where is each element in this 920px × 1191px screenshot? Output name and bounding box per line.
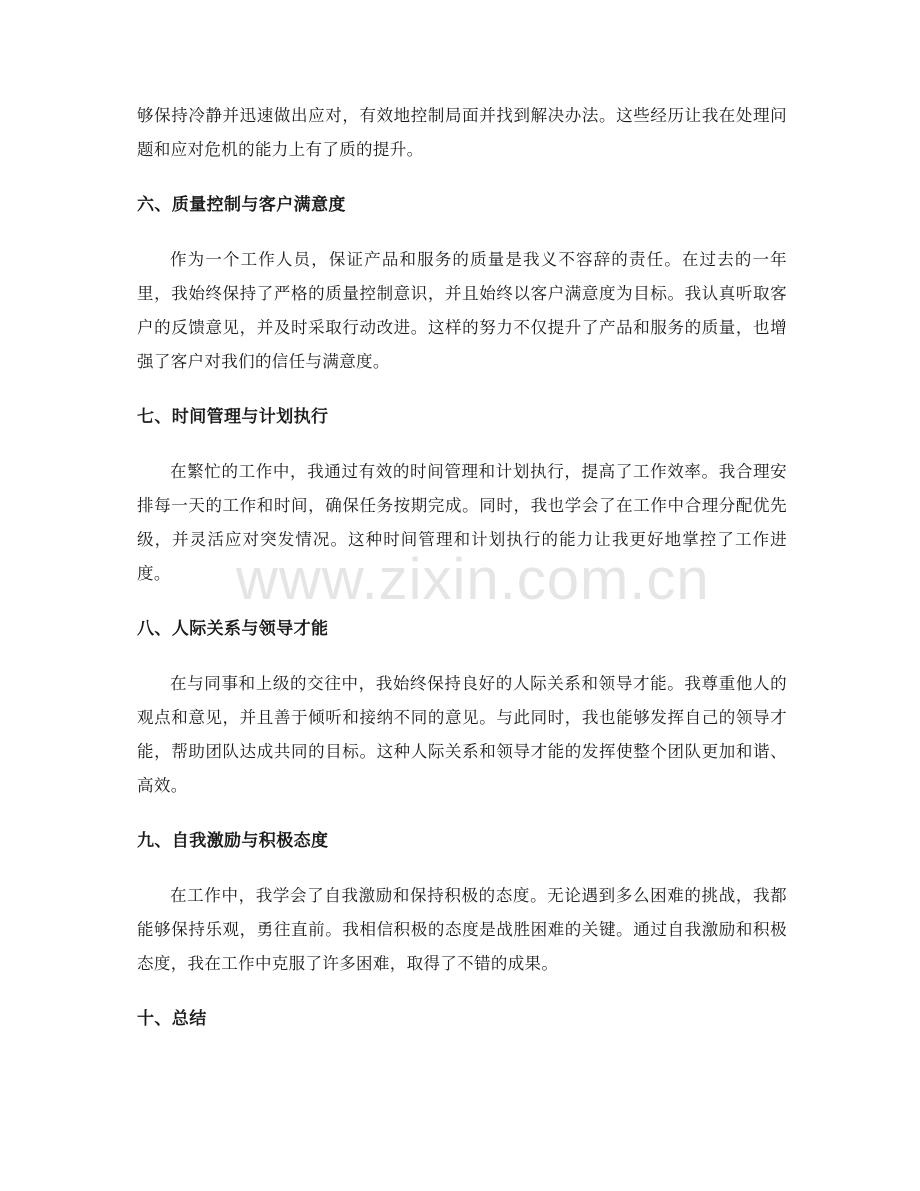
document-body xyxy=(137,99,787,1036)
section-body-7: 在繁忙的工作中，我通过有效的时间管理和计划执行，提高了工作效率。我合理安排每一天的工作和时间，确保任务按期完成。同时，我也学会了在工作中合理分配优先级，并灵活应对突发情况。这种时间管理和计划执行的能力让我更好地掌控了工作进度。 xyxy=(137,462,787,583)
section-heading-7: 七、时间管理与计划执行 xyxy=(137,407,329,427)
section-body-6: 作为一个工作人员，保证产品和服务的质量是我义不容辞的责任。在过去的一年里，我始终保持了严格的质量控制意识，并且始终以客户满意度为目标。我认真听取客户的反馈意见，并及时采取行动改进。这样的努力不仅提升了产品和服务的质量，也增强了客户对我们的信任与满意度。 xyxy=(137,250,787,371)
section-body-8: 在与同事和上级的交往中，我始终保持良好的人际关系和领导才能。我尊重他人的观点和意见，并且善于倾听和接纳不同的意见。与此同时，我也能够发挥自己的领导才能，帮助团队达成共同的目标。这种人际关系和领导才能的发挥使整个团队更加和谐、高效。 xyxy=(137,674,787,795)
section-body-9: 在工作中，我学会了自我激励和保持积极的态度。无论遇到多么困难的挑战，我都能够保持乐观，勇往直前。我相信积极的态度是战胜困难的关键。通过自我激励和积极态度，我在工作中克服了许多困难，取得了不错的成果。 xyxy=(137,886,787,973)
section-heading-9: 九、自我激励与积极态度 xyxy=(137,831,329,851)
section-heading-10: 十、总结 xyxy=(137,1009,207,1029)
section-heading-8: 八、人际关系与领导才能 xyxy=(137,619,329,639)
watermark: www.zixin.com.cn xyxy=(236,547,710,612)
section-heading-6: 六、质量控制与客户满意度 xyxy=(137,195,346,215)
intro-paragraph: 够保持冷静并迅速做出应对，有效地控制局面并找到解决办法。这些经历让我在处理问题和应对危机的能力上有了质的提升。 xyxy=(137,106,787,159)
